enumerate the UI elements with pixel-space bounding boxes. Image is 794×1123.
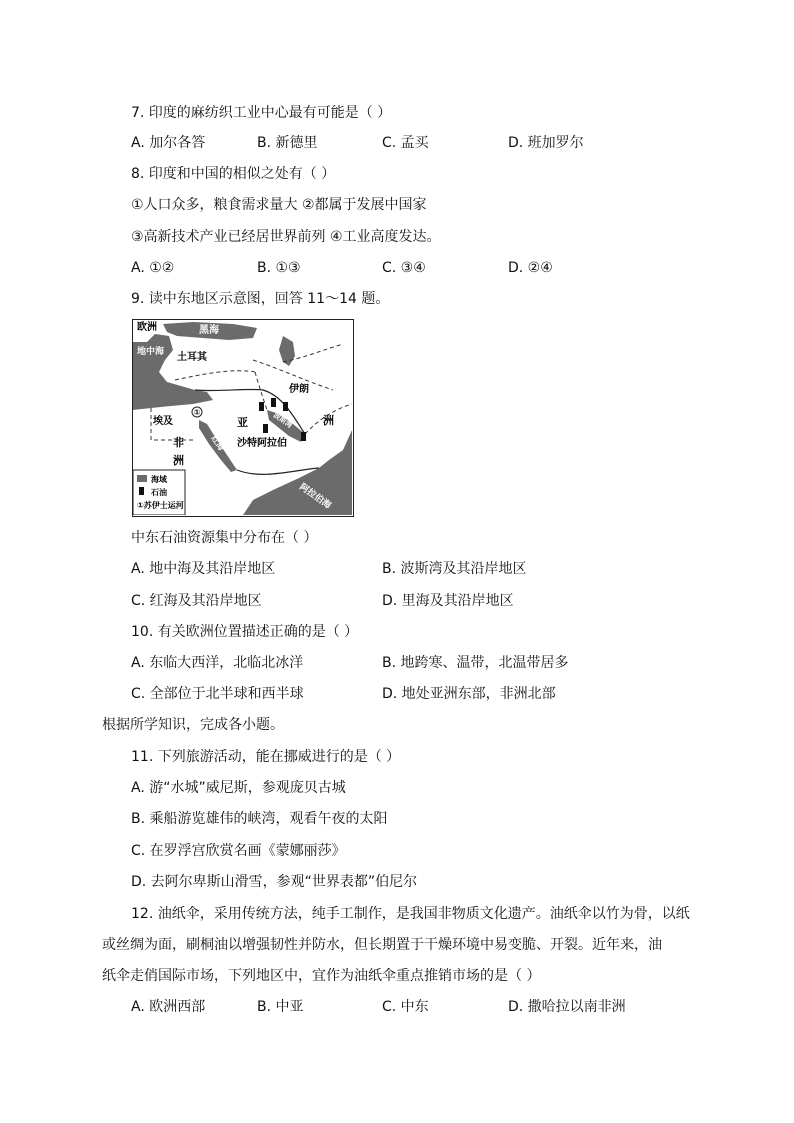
question-7-stem: 7. 印度的麻纺织工业中心最有可能是（ ） [131, 105, 392, 121]
question-12-line-2: 或丝绸为面，刷桐油以增强韧性并防水，但长期置于干燥环境中易变脆、开裂。近年来，油 [102, 937, 662, 953]
option-b[interactable]: B. 地跨寒、温带，北温带居多 [382, 655, 569, 671]
question-9-stem: 9. 读中东地区示意图，回答 11～14 题。 [131, 291, 390, 307]
option-c[interactable]: C. 孟买 [382, 135, 429, 151]
label-turkey: 土耳其 [177, 352, 207, 363]
option-d[interactable]: D. 去阿尔卑斯山滑雪，参观“世界表都”伯尼尔 [131, 874, 418, 890]
option-c[interactable]: C. 在罗浮宫欣赏名画《蒙娜丽莎》 [131, 843, 346, 859]
question-9-question: 中东石油资源集中分布在（ ） [131, 530, 318, 546]
legend-sea-swatch [137, 475, 147, 482]
option-c[interactable]: C. 中东 [382, 999, 429, 1015]
option-a[interactable]: A. 欧洲西部 [131, 999, 206, 1015]
option-b[interactable]: B. 中亚 [257, 999, 304, 1015]
map-legend [133, 470, 185, 515]
question-8-statement-1: ①人口众多，粮食需求量大 ②都属于发展中国家 [131, 197, 427, 213]
option-c[interactable]: C. 红海及其沿岸地区 [131, 593, 262, 609]
question-10-stem: 10. 有关欧洲位置描述正确的是（ ） [131, 624, 359, 640]
label-mediterranean: 地中海 [137, 347, 165, 357]
question-8-stem: 8. 印度和中国的相似之处有（ ） [131, 166, 336, 182]
label-continent: 洲 [323, 414, 334, 427]
option-a[interactable]: A. 游“水城”威尼斯，参观庞贝古城 [131, 780, 346, 796]
option-d[interactable]: D. 班加罗尔 [508, 135, 584, 151]
suez-marker: ① [193, 408, 201, 417]
question-7-options [131, 133, 691, 153]
question-11-stem: 11. 下列旅游活动，能在挪威进行的是（ ） [131, 749, 401, 765]
question-12-options [131, 997, 691, 1017]
option-a[interactable]: A. 东临大西洋，北临北冰洋 [131, 655, 304, 671]
map-svg [133, 320, 352, 515]
option-d[interactable]: D. 里海及其沿岸地区 [382, 593, 514, 609]
question-8-options [131, 258, 691, 278]
label-arabian-sea: 阿拉伯海 [297, 482, 333, 512]
middle-east-map [132, 319, 354, 517]
label-iran: 伊朗 [289, 384, 309, 395]
label-egypt: 埃及 [153, 416, 173, 427]
option-b[interactable]: B. 乘船游览雄伟的峡湾，观看午夜的太阳 [131, 811, 388, 827]
option-a[interactable]: A. 加尔各答 [131, 135, 206, 151]
label-black-sea: 黑海 [199, 325, 219, 336]
option-b[interactable]: B. 新德里 [257, 135, 318, 151]
question-10-options-row-1 [131, 653, 691, 673]
label-saudi: 沙特阿拉伯 [237, 438, 287, 449]
question-8-statement-2: ③高新技术产业已经居世界前列 ④工业高度发达。 [131, 229, 441, 245]
question-10-options-row-2 [131, 684, 691, 704]
option-c[interactable]: C. ③④ [382, 260, 426, 276]
label-europe: 欧洲 [137, 322, 157, 333]
option-c[interactable]: C. 全部位于北半球和西半球 [131, 686, 304, 702]
label-africa-1: 非 [173, 436, 184, 449]
option-d[interactable]: D. ②④ [508, 260, 553, 276]
question-9-options-row-1 [131, 559, 691, 579]
label-red-sea: 红海 [209, 433, 226, 453]
legend-oil-icon [139, 487, 144, 495]
option-b[interactable]: B. ①③ [257, 260, 301, 276]
section-intro: 根据所学知识，完成各小题。 [102, 717, 284, 733]
legend-sea-label: 海域 [151, 475, 167, 484]
legend-oil-label: 石油 [151, 488, 167, 497]
label-asia: 亚 [237, 416, 248, 429]
label-africa-2: 洲 [173, 454, 184, 467]
question-9-options-row-2 [131, 591, 691, 611]
question-12-line-1: 12. 油纸伞，采用传统方法，纯手工制作，是我国非物质文化遗产。油纸伞以竹为骨，以纸 [131, 906, 690, 922]
option-d[interactable]: D. 撒哈拉以南非洲 [508, 999, 626, 1015]
legend-suez-label: ①苏伊士运河 [137, 501, 184, 510]
label-persian-gulf: 波斯湾 [271, 411, 294, 430]
option-a[interactable]: A. 地中海及其沿岸地区 [131, 561, 276, 577]
question-12-line-3: 纸伞走俏国际市场，下列地区中，宜作为油纸伞重点推销市场的是（ ） [102, 968, 541, 984]
option-a[interactable]: A. ①② [131, 260, 175, 276]
option-b[interactable]: B. 波斯湾及其沿岸地区 [382, 561, 527, 577]
option-d[interactable]: D. 地处亚洲东部，非洲北部 [382, 686, 556, 702]
